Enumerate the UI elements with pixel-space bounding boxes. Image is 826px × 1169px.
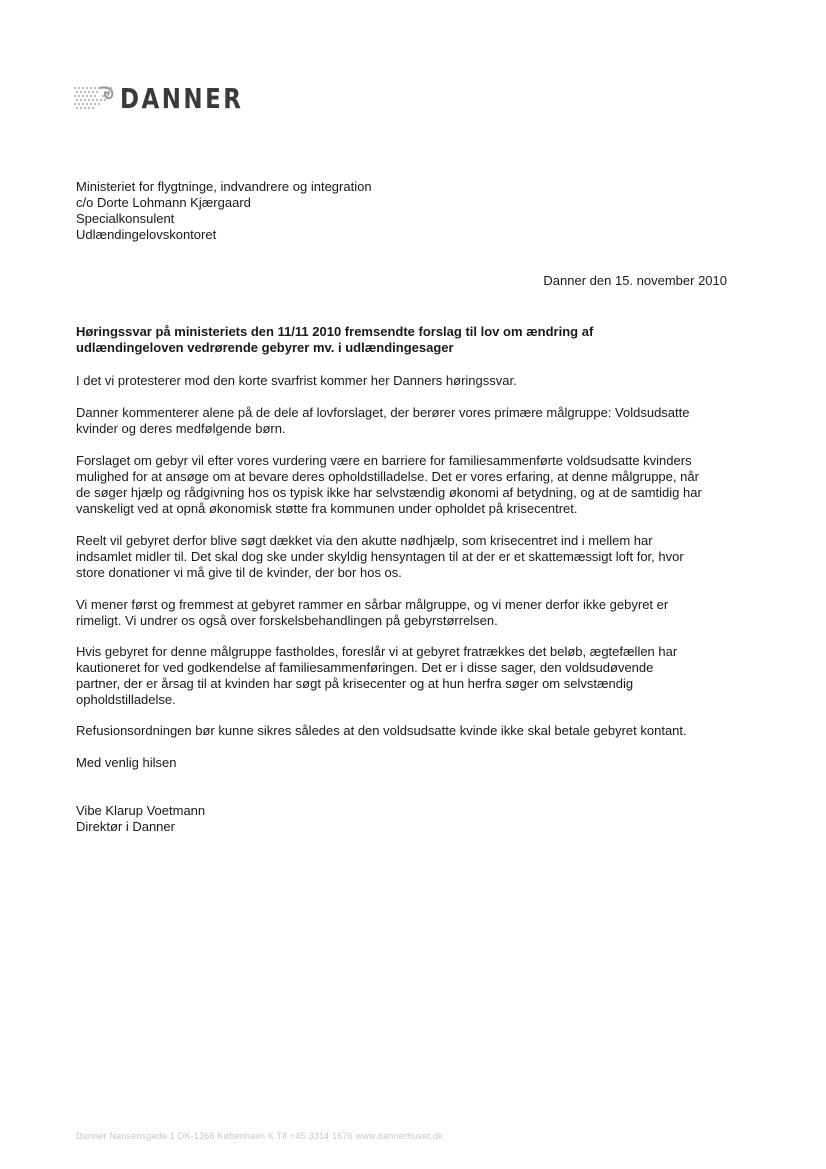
recipient-line: Specialkonsulent bbox=[76, 211, 175, 226]
paragraph-line: Danner kommenterer alene på de dele af lovforslaget, der berører vores primære målgruppe: Voldsudsatte bbox=[76, 405, 690, 420]
paragraph-line: partner, der er årsag til at kvinden har søgt på krisecenter og at hun herfra søger om selvstændig bbox=[76, 676, 634, 691]
paragraph-line: kvinder og deres medfølgende børn. bbox=[76, 421, 286, 436]
recipient-line: c/o Dorte Lohmann Kjærgaard bbox=[76, 195, 251, 210]
paragraph-line: mulighed for at ansøge om at bevare deres opholdstilladelse. Det er vores erfaring, at denne målgruppe, når bbox=[76, 469, 699, 484]
paragraph-line: de søger hjælp og rådgivning hos os typisk ikke har selvstændig økonomi af betydning, og at de samtidig har bbox=[76, 485, 702, 500]
paragraph-line: rimeligt. Vi undrer os også over forskelsbehandlingen på gebyrstørrelsen. bbox=[76, 613, 498, 628]
recipient-line: Ministeriet for flygtninge, indvandrere og integration bbox=[76, 179, 372, 194]
paragraph-funding bbox=[76, 533, 756, 581]
paragraph-line: Refusionsordningen bør kunne sikres således at den voldsudsatte kvinde ikke skal betale gebyret kontant. bbox=[76, 723, 687, 738]
letter-footer: Danner Nansensgade 1 DK-1366 København K Tlf +45 3314 1676 www.dannerhuset.dk bbox=[76, 1131, 443, 1141]
closing-greeting bbox=[76, 755, 756, 771]
paragraph-line: opholdstilladelse. bbox=[76, 692, 176, 707]
logo-text: DANNER bbox=[120, 82, 244, 115]
subject-line: Høringssvar på ministeriets den 11/11 2010 fremsendte forslag til lov om ændring af bbox=[76, 324, 594, 339]
paragraph-line: indsamlet midler til. Det skal dog ske under skyldig hensyntagen til at der er et skattemæssigt loft for, hvor bbox=[76, 549, 684, 564]
signature-name: Vibe Klarup Voetmann bbox=[76, 803, 206, 818]
recipient-address bbox=[76, 179, 676, 243]
recipient-line: Udlændingelovskontoret bbox=[76, 227, 217, 242]
signature-block bbox=[76, 803, 756, 835]
letter-subject bbox=[76, 324, 716, 356]
paragraph-refund bbox=[76, 723, 756, 739]
subject-line: udlændingeloven vedrørende gebyrer mv. i udlændingesager bbox=[76, 340, 454, 355]
paragraph-barrier bbox=[76, 453, 756, 517]
paragraph-opinion bbox=[76, 597, 756, 629]
letter-date: Danner den 15. november 2010 bbox=[543, 273, 727, 288]
paragraph-line: vanskeligt ved at opnå økonomisk støtte fra kommunen under opholdet på krisecentret. bbox=[76, 501, 578, 516]
signature-title: Direktør i Danner bbox=[76, 819, 175, 834]
paragraph-line: Forslaget om gebyr vil efter vores vurdering være en barriere for familiesammenførte voldsudsatte kvinders bbox=[76, 453, 692, 468]
paragraph-line: store donationer vi må give til de kvinder, der bor hos os. bbox=[76, 565, 402, 580]
paragraph-intro bbox=[76, 373, 756, 389]
paragraph-line: Hvis gebyret for denne målgruppe fastholdes, foreslår vi at gebyret fratrækkes det beløb, ægtefællen har bbox=[76, 644, 678, 659]
paragraph-line: Vi mener først og fremmest at gebyret rammer en sårbar målgruppe, og vi mener derfor ikke gebyret er bbox=[76, 597, 669, 612]
logo-mark-icon bbox=[74, 84, 118, 114]
paragraph-proposal bbox=[76, 644, 756, 708]
paragraph-line: kautioneret for ved godkendelse af familiesammenføringen. Det er i disse sager, den voldsudøvende bbox=[76, 660, 654, 675]
paragraph-scope bbox=[76, 405, 756, 437]
danner-logo bbox=[74, 82, 270, 116]
paragraph-line: I det vi protesterer mod den korte svarfrist kommer her Danners høringssvar. bbox=[76, 373, 517, 388]
paragraph-line: Med venlig hilsen bbox=[76, 755, 177, 770]
paragraph-line: Reelt vil gebyret derfor blive søgt dækket via den akutte nødhjælp, som krisecentret ind i mellem har bbox=[76, 533, 653, 548]
